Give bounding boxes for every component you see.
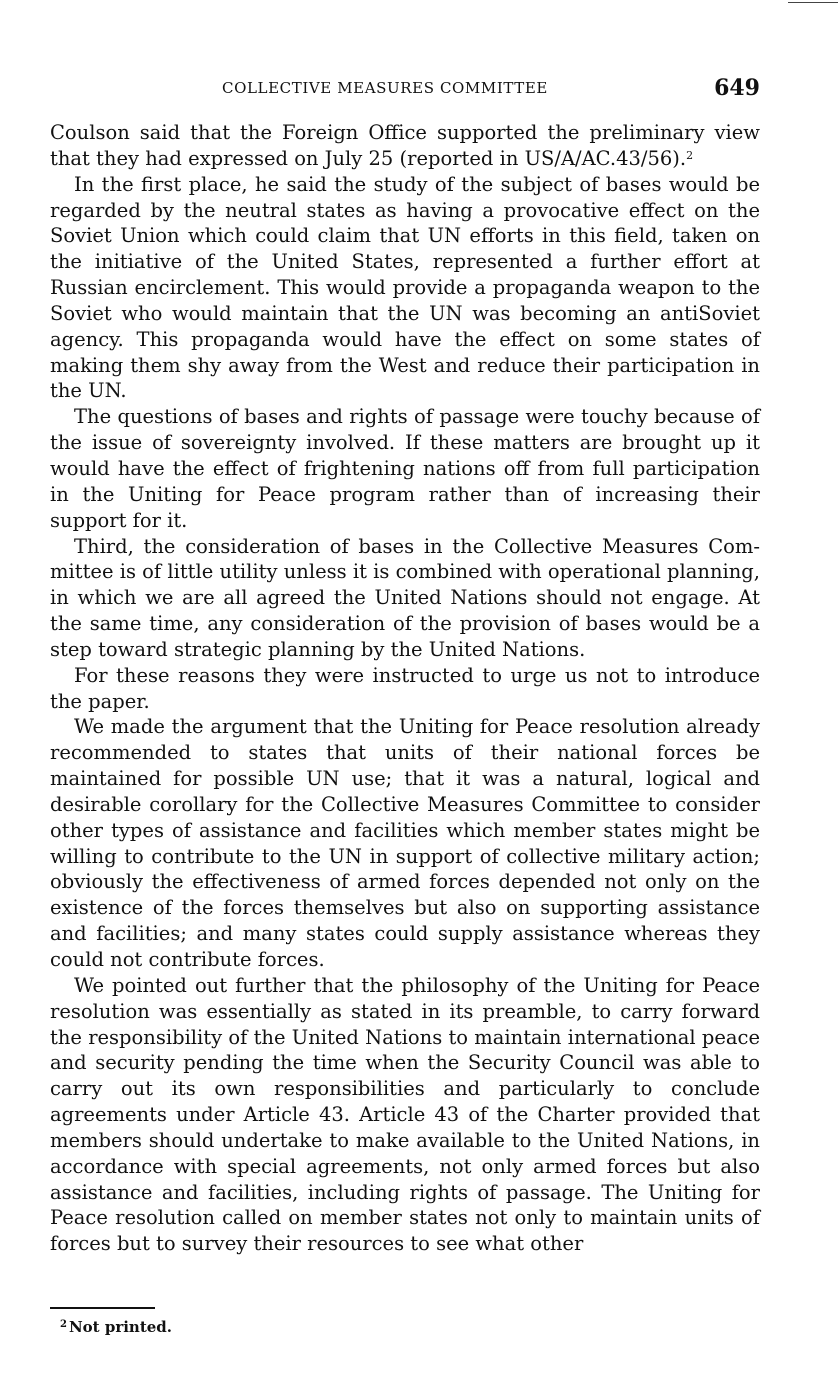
page-header [50,76,760,106]
paragraph-5: For these reasons they were instructed to urge us not to introduce the paper. [50,663,760,713]
running-head: COLLECTIVE MEASURES COMMITTEE [222,79,548,97]
paragraph-3: The questions of bases and rights of passage were touchy because of the issue of sovereignty involved. If these matters are brought up it would have the effect of frightening nations off from full participation in the Uniting for Peace program rather than of increasing their support for it. [50,405,760,532]
paragraph-4: Third, the consideration of bases in the Collective Measures Committee is of little utility unless it is combined with operational planning, in which we are all agreed the United Nations should not engage. At the same time, any consideration of the provision of bases would be a step toward strategic planning by the United Nations. [50,534,760,661]
paragraph-1 [50,120,760,172]
top-edge-line [788,2,838,3]
paragraph-1-text: Coulson said that the Foreign Office supported the preliminary view that they had expressed on July 25 (reported in US/A/AC.43/56). [50,121,760,170]
body-text [50,120,760,1257]
footnote [60,1318,172,1336]
footnote-reference: 2 [686,148,694,162]
page-number: 649 [714,75,760,101]
footnote-rule [50,1307,155,1309]
paragraph-7: We pointed out further that the philosophy of the Uniting for Peace resolution was essentially as stated in its preamble, to carry forward the responsibility of the United Nations to maintain international peace and security pending the time when the Security Council was able to carry out its own responsibilities and particularly to conclude agreements under Article 43. Article 43 of the Charter provided that members should undertake to make available to the United Nations, in accordance with special agreements, not only armed forces but also assistance and facilities, including rights of passage. The Uniting for Peace resolution called on member states not only to maintain units of forces but to survey their resources to see what other [50,973,760,1256]
footnote-marker: 2 [60,1319,67,1330]
footnote-text: Not printed. [68,1318,173,1336]
paragraph-2: In the first place, he said the study of the subject of bases would be regarded by the neutral states as having a provocative effect on the Soviet Union which could claim that UN efforts in this field, taken on the initiative of the United States, represented a further effort at Russian encirclement. This would provide a propaganda weapon to the Soviet who would maintain that the UN was becoming an antiSoviet agency. This propaganda would have the effect on some states of making them shy away from the West and reduce their participation in the UN. [50,172,760,403]
paragraph-6: We made the argument that the Uniting for Peace resolution already recommended to states that units of their national forces be maintained for possible UN use; that it was a natural, logical and desirable corollary for the Collective Measures Committee to consider other types of assistance and facilities which member states might be willing to contribute to the UN in support of collective military action; obviously the effectiveness of armed forces depended not only on the existence of the forces themselves but also on supporting assistance and facilities; and many states could supply assistance whereas they could not contribute forces. [50,715,760,971]
